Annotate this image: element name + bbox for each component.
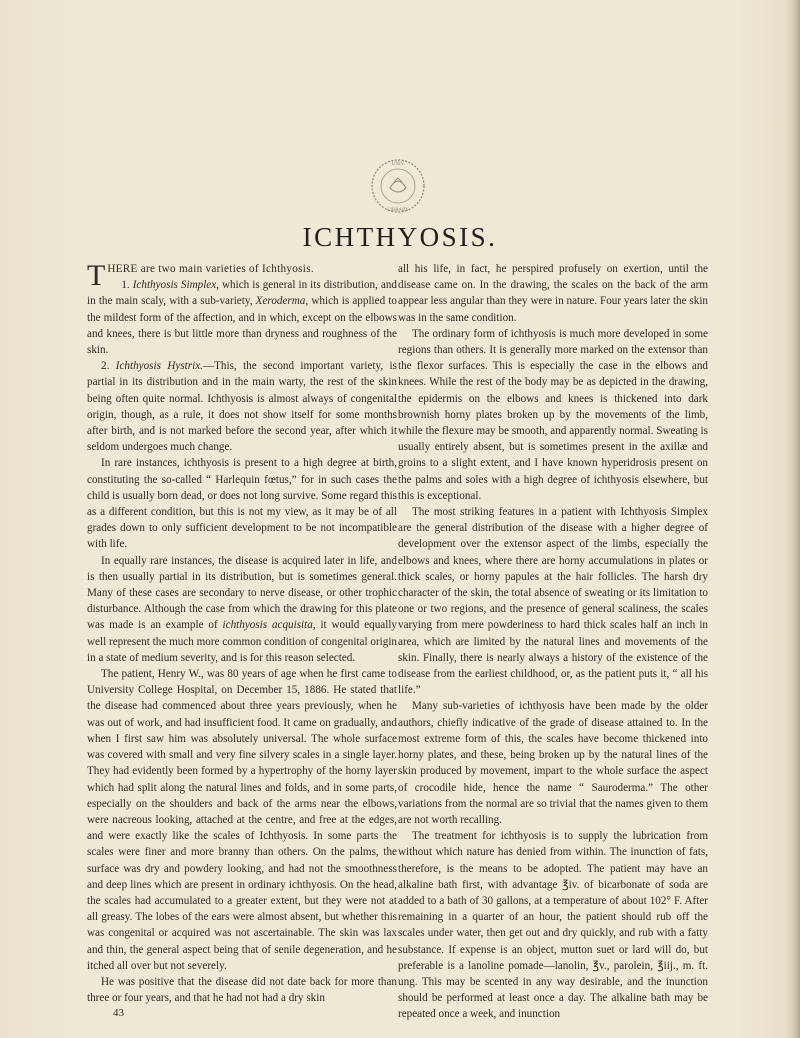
left-column bbox=[87, 261, 397, 1006]
paragraph: all his life, in fact, he perspired profusely on exertion, until the disease came on. In the drawing, the scales on the back of the arm appear less angular than they were in nature. Four years later the skin was in the same condition. bbox=[398, 263, 708, 324]
library-stamp-icon bbox=[368, 156, 428, 216]
drop-cap: T bbox=[87, 259, 106, 292]
paragraph: The ordinary form of ichthyosis is much more developed in some regions than others. It is generally more marked on the extensor than the flexor surfaces. This is especially the case in the elbows and knees. While the rest of the body may be as depicted in the drawing, the epidermis on the elbows and knees is thickened into dark brownish horny plates broken up by the movements of the limb, while the flexure may be smooth, and apparently normal. Sweating is usually entirely absent, but is sometimes present in the axillæ and groins to a slight extent, and I have known hyperidrosis present on the palms and soles with a high degree of ichthyosis elsewhere, but this is exceptional. bbox=[398, 327, 708, 502]
paragraph: Many sub-varieties of ichthyosis have been made by the older authors, chiefly indicative of the grade of disease attained to. In the most extreme form of this, the scales have become thickened into horny plates, and these, being broken up by the natural lines of the skin produced by movement, impart to the whole surface the aspect of crocodile hide, hence the name “ Sauroderma.” The other variations from the normal are so trivial that the names given to them are not worth recalling. bbox=[398, 700, 708, 826]
page-number: 43 bbox=[113, 1007, 124, 1019]
svg-text:UNIV: UNIV bbox=[391, 162, 405, 167]
page-edge-shadow bbox=[786, 0, 800, 1038]
right-column bbox=[398, 261, 708, 1023]
paragraph: He was positive that the disease did not date back for more than three or four years, and that he had not had a dry skin bbox=[87, 975, 397, 1005]
svg-text:LIBRARY: LIBRARY bbox=[387, 208, 409, 213]
paragraph: The treatment for ichthyosis is to supply the lubrication from without which nature has denied from within. The inunction of fats, therefore, is the means to be adopted. The patient may have an alkaline bath first, with advantage ℥iv. of bicarbonate of soda are added to a bath of 30 gallons, at a temperature of about 102° F. After remaining in a quarter of an hour, the patient should rub off the scales under water, then get out and dry quickly, and rub with a fatty substance. If expense is an object, mutton suet or lard will do, but preferable is a lanoline pomade—lanolin, ℥v., parolein, ℥iij., m. ft. ung. This may be scented in any way desirable, and the inunction should be performed at least once a day. The alkaline bath may be repeated once a week, and inunction bbox=[398, 830, 708, 1021]
paragraph: In equally rare instances, the disease is acquired later in life, and is then usually partial in its distribution, but is sometimes general. Many of these cases are secondary to nerve disease, or other trophic disturbance. Although the case from which the drawing for this plate was made is an example of ichthyosis acquisita, it would equally well represent the much more common condition of congenital origin in a state of medium severity, and is for this reason selected. bbox=[87, 554, 397, 664]
library-stamp bbox=[368, 156, 428, 216]
paragraph: 1. Ichthyosis Simplex, which is general in its distribution, and in the main scaly, with a sub-variety, Xeroderma, which is applied to the mildest form of the affection, and in which, except on the elbows and knees, there is but little more than dryness and roughness of the skin. bbox=[87, 279, 397, 357]
paragraph: The most striking features in a patient with Ichthyosis Simplex are the general distribution of the disease with a higher degree of development over the extensor aspect of the limbs, especially the elbows and knees, where there are horny accumulations in plates or thick scales, or horny papules at the hair follicles. The harsh dry character of the skin, the total absence of sweating or its limitation to one or two regions, and the presence of general scaliness, the scales varying from mere powderiness to hard thick scales half an inch in area, which are limited by the natural lines and movements of the skin. Finally, there is nearly always a history of the existence of the disease from the earliest childhood, or, as the patient puts it, “ all his life.” bbox=[398, 506, 708, 697]
paragraph: In rare instances, ichthyosis is present to a high degree at birth, constituting the so-called “ Harlequin fœtus,” for in such cases the child is usually born dead, or does not long survive. Some regard this as a different condition, but this is not my view, as it may be of all grades down to only sufficient development to be not incompatible with life. bbox=[87, 457, 397, 551]
page-title: ICHTHYOSIS. bbox=[302, 222, 498, 252]
paragraph: The patient, Henry W., was 80 years of age when he first came to University College Hospital, on December 15, 1886. He stated that the disease had commenced about three years previously, when he was out of work, and had insufficient food. It came on gradually, and when I first saw him was absolutely universal. The whole surface was covered with small and very fine silvery scales in a single layer. They had evidently been formed by a hypertrophy of the horny layer which had split along the natural lines and folds, and in some parts, especially on the shoulders and back of the arms near the elbows, were nacreous looking, attached at the centre, and free at the edges, and were exactly like the scales of Ichthyosis. In some parts the scales were finer and more branny than others. On the palms, the surface was dry and powdery looking, and had not the smoothness and deep lines which are present in ordinary ichthyosis. On the head, the scales had accumulated to a greater extent, but they were not at all greasy. The lobes of the ears were almost absent, but whether this was congenital or acquired was not ascertainable. The skin was lax and thin, the general aspect being that of senile degeneration, and he itched all over but not severely. bbox=[87, 668, 397, 972]
paragraph: THERE are two main varieties of Ichthyosis. bbox=[87, 259, 314, 292]
paragraph: 2. Ichthyosis Hystrix.—This, the second important variety, is partial in its distribution and in the main warty, the rest of the skin being often quite normal. Ichthyosis is almost always of congenital origin, though, as a rule, it does not show itself for some months after birth, and is not marked before the second year, after which it seldom undergoes much change. bbox=[87, 360, 397, 454]
